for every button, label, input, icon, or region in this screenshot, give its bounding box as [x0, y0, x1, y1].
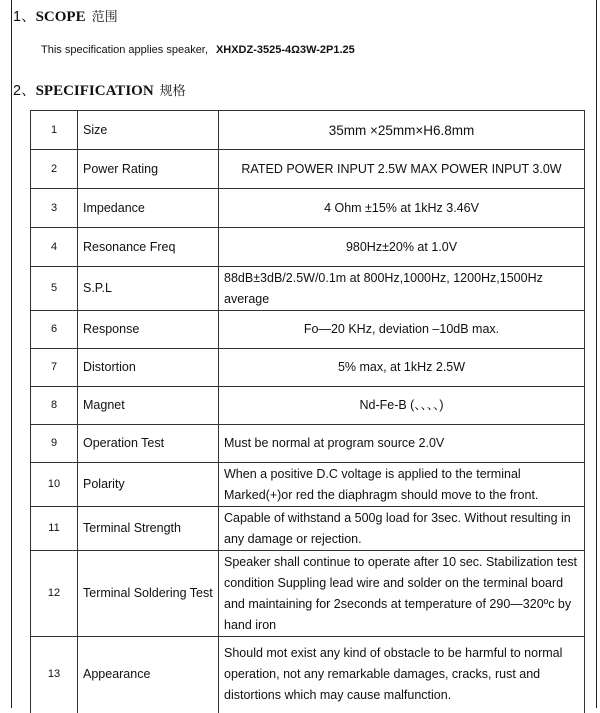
table-row: [31, 507, 585, 551]
table-row: [31, 425, 585, 463]
spec-value: Capable of withstand a 500g load for 3sec. Without resulting in any damage or rejection.: [219, 507, 585, 551]
spec-value: Should mot exist any kind of obstacle to be harmful to normal operation, not any remarkable damages, cracks, rust and distortions which may cause malfunction.: [219, 637, 585, 713]
scope-text: This specification applies speaker,: [41, 44, 208, 56]
row-number: 3: [31, 189, 78, 228]
section-heading-scope: [13, 5, 118, 26]
row-number: 10: [31, 463, 78, 507]
spec-item: Power Rating: [78, 150, 219, 189]
table-row: [31, 637, 585, 713]
table-row: [31, 463, 585, 507]
spec-value: Nd-Fe-B (、、、、): [219, 387, 585, 425]
scope-statement: [41, 44, 355, 56]
row-number: 13: [31, 637, 78, 713]
row-number: 6: [31, 311, 78, 349]
spec-item: Operation Test: [78, 425, 219, 463]
table-row: [31, 387, 585, 425]
page-border-left: [11, 0, 12, 708]
spec-item: Size: [78, 111, 219, 150]
spec-value: When a positive D.C voltage is applied to the terminal Marked(+)or red the diaphragm should move to the front.: [219, 463, 585, 507]
spec-item: Impedance: [78, 189, 219, 228]
row-number: 9: [31, 425, 78, 463]
row-number: 7: [31, 349, 78, 387]
table-row: [31, 311, 585, 349]
spec-item: Terminal Soldering Test: [78, 551, 219, 637]
section-title: SPECIFICATION: [35, 83, 154, 99]
row-number: 2: [31, 150, 78, 189]
row-number: 12: [31, 551, 78, 637]
spec-item: Response: [78, 311, 219, 349]
spec-value: 88dB±3dB/2.5W/0.1m at 800Hz,1000Hz, 1200Hz,1500Hz average: [219, 267, 585, 311]
spec-item: Terminal Strength: [78, 507, 219, 551]
table-row: [31, 228, 585, 267]
table-row: [31, 111, 585, 150]
row-number: 11: [31, 507, 78, 551]
spec-value: Must be normal at program source 2.0V: [219, 425, 585, 463]
row-number: 4: [31, 228, 78, 267]
spec-value: 980Hz±20% at 1.0V: [219, 228, 585, 267]
page-border-right: [596, 0, 597, 708]
spec-item: Appearance: [78, 637, 219, 713]
spec-item: Resonance Freq: [78, 228, 219, 267]
section-heading-specification: [13, 79, 186, 100]
spec-item: Magnet: [78, 387, 219, 425]
spec-item: Polarity: [78, 463, 219, 507]
specification-table: [30, 110, 585, 713]
spec-value: RATED POWER INPUT 2.5W MAX POWER INPUT 3.0W: [219, 150, 585, 189]
row-number: 5: [31, 267, 78, 311]
spec-item: S.P.L: [78, 267, 219, 311]
row-number: 1: [31, 111, 78, 150]
section-number: 2、: [13, 83, 36, 99]
table-row: [31, 551, 585, 637]
spec-value: Speaker shall continue to operate after 10 sec. Stabilization test condition Suppling lead wire and solder on the terminal board and maintaining for 2seconds at temperature of 290—320ºc by hand iron: [219, 551, 585, 637]
table-row: [31, 150, 585, 189]
spec-value: 4 Ohm ±15% at 1kHz 3.46V: [219, 189, 585, 228]
section-title: SCOPE: [35, 9, 86, 25]
section-title-zh: 范围: [91, 10, 118, 25]
spec-value: Fo—20 KHz, deviation –10dB max.: [219, 311, 585, 349]
section-title-zh: 规格: [159, 84, 186, 99]
section-number: 1、: [13, 9, 36, 25]
table-row: [31, 349, 585, 387]
spec-item: Distortion: [78, 349, 219, 387]
spec-value: 5% max, at 1kHz 2.5W: [219, 349, 585, 387]
row-number: 8: [31, 387, 78, 425]
model-number: XHXDZ-3525-4Ω3W-2P1.25: [215, 44, 355, 56]
spec-value: 35mm ×25mm×H6.8mm: [219, 111, 585, 150]
table-row: [31, 267, 585, 311]
table-row: [31, 189, 585, 228]
